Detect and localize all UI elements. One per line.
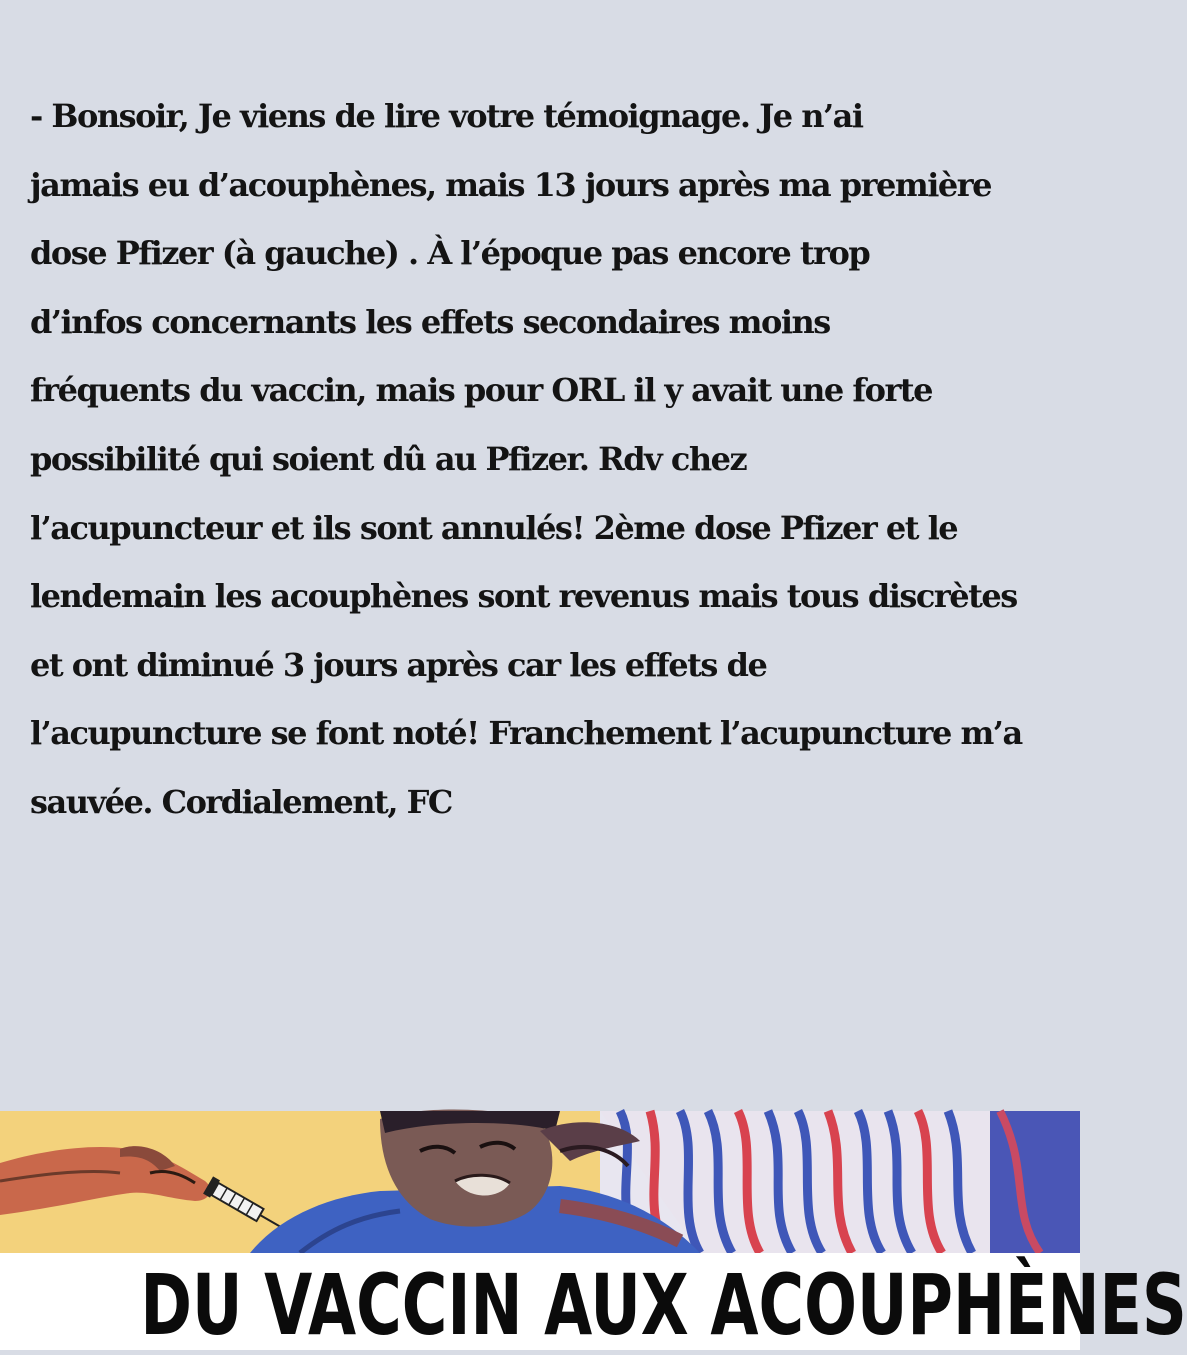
testimony-line: et ont diminué 3 jours après car les effets de — [30, 645, 767, 684]
title-bar — [0, 1253, 1187, 1354]
banner-title: DU VACCIN AUX ACOUPHÈNES — [140, 1256, 1187, 1354]
testimony-line: lendemain les acouphènes sont revenus mais tous discrètes — [30, 577, 1017, 616]
testimony-line: - Bonsoir, Je viens de lire votre témoignage. Je n’ai — [30, 97, 863, 135]
testimony-line: possibilité qui soient dû au Pfizer. Rdv chez — [30, 439, 747, 478]
testimony-line: fréquents du vaccin, mais pour ORL il y avait une forte — [30, 371, 932, 410]
testimony-line: d’infos concernants les effets secondaires moins — [30, 302, 830, 341]
testimony-line: sauvée. Cordialement, FC — [30, 782, 452, 821]
syringe-injection-illustration — [0, 1111, 1080, 1253]
banner-illustration — [0, 1111, 1080, 1253]
testimony-line: dose Pfizer (à gauche) . À l’époque pas encore trop — [30, 234, 870, 273]
testimony-line: l’acupuncture se font noté! Franchement l’acupuncture m’a — [30, 714, 1022, 753]
testimony-line: l’acupuncteur et ils sont annulés! 2ème dose Pfizer et le — [30, 508, 958, 547]
testimony-line: jamais eu d’acouphènes, mais 13 jours après ma première — [30, 165, 991, 204]
testimony-text — [30, 88, 1040, 843]
